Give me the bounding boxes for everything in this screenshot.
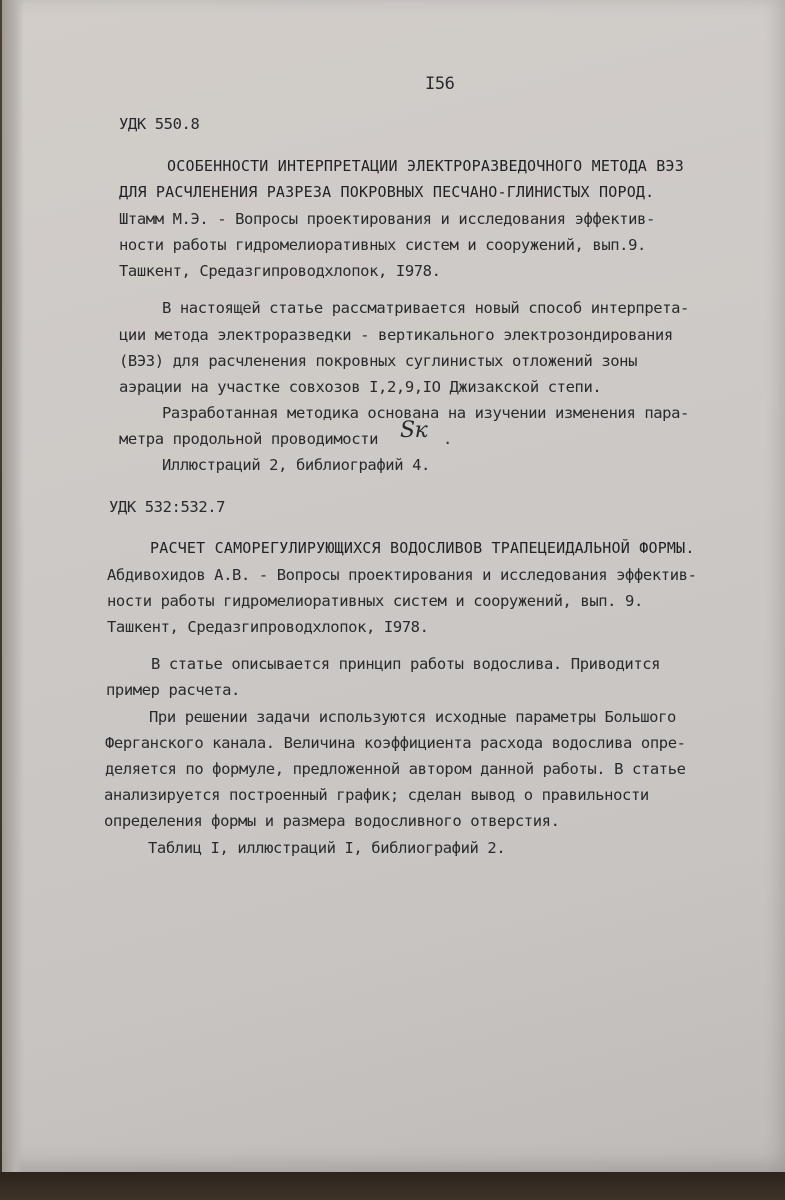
article-2-abstract-line-7: определения формы и размера водосливного отверстия.	[104, 812, 560, 830]
symbol-suffix: .	[443, 430, 452, 448]
article-1-abstract-line-3: (ВЭЗ) для расчленения покровных суглинистых отложений зоны	[119, 352, 638, 370]
article-2-citation-line-2: ности работы гидромелиоративных систем и сооружений, вып. 9.	[107, 592, 643, 610]
table-surface	[0, 1172, 785, 1200]
article-1-citation-line-1: Штамм М.Э. - Вопросы проектирования и исследования эффектив-	[119, 210, 655, 228]
article-1-abstract-line-2: ции метода электроразведки - вертикального электрозондирования	[119, 326, 673, 344]
stacked-page-edges	[2, 0, 24, 1172]
article-2-abstract-line-6: анализируется построенный график; сделан вывод о правильности	[104, 786, 649, 804]
article-2-abstract-line-2: пример расчета.	[106, 681, 240, 699]
article-2-citation-line-3: Ташкент, Средазгипроводхлопок, I978.	[107, 618, 429, 636]
article-2-footnote: Таблиц I, иллюстраций I, библиографий 2.	[148, 839, 506, 857]
article-2-citation-line-1: Абдивохидов А.В. - Вопросы проектирования и исследования эффектив-	[107, 566, 697, 584]
udc-code-1: УДК 550.8	[119, 115, 200, 133]
article-2-abstract-line-3: При решении задачи используются исходные параметры Большого	[149, 708, 676, 726]
article-1-abstract-line-5: Разработанная методика основана на изучении изменения пара-	[162, 404, 689, 422]
article-2-abstract-line-1: В статье описывается принцип работы водослива. Приводится	[151, 655, 661, 673]
conductivity-symbol: Sк	[400, 418, 428, 443]
article-2-abstract-line-5: деляется по формуле, предложенной автором данной работы. В статье	[105, 760, 686, 778]
udc-code-2: УДК 532:532.7	[109, 498, 226, 516]
article-1-abstract-line-6: метра продольной проводимости	[119, 430, 379, 448]
paper-sheet	[2, 0, 785, 1172]
article-1-citation-line-3: Ташкент, Средазгипроводхлопок, I978.	[119, 262, 441, 280]
article-1-title-line-1: ОСОБЕННОСТИ ИНТЕРПРЕТАЦИИ ЭЛЕКТРОРАЗВЕДОЧНОГО МЕТОДА ВЭЗ	[167, 157, 684, 175]
article-1-citation-line-2: ности работы гидромелиоративных систем и сооружений, вып.9.	[119, 236, 646, 254]
article-1-abstract-line-4: аэрации на участке совхозов I,2,9,IO Джизакской степи.	[119, 378, 602, 396]
article-1-abstract-line-1: В настоящей статье рассматривается новый способ интерпрета-	[162, 299, 689, 317]
article-2-abstract-line-4: Ферганского канала. Величина коэффициента расхода водослива опре-	[105, 734, 686, 752]
article-1-footnote: Иллюстраций 2, библиографий 4.	[162, 456, 430, 474]
page-number: I56	[425, 74, 455, 94]
article-2-title-line-1: РАСЧЕТ САМОРЕГУЛИРУЮЩИХСЯ ВОДОСЛИВОВ ТРАПЕЦЕИДАЛЬНОЙ ФОРМЫ.	[150, 539, 695, 557]
article-1-title-line-2: ДЛЯ РАСЧЛЕНЕНИЯ РАЗРЕЗА ПОКРОВНЫХ ПЕСЧАНО-ГЛИНИСТЫХ ПОРОД.	[119, 183, 655, 201]
